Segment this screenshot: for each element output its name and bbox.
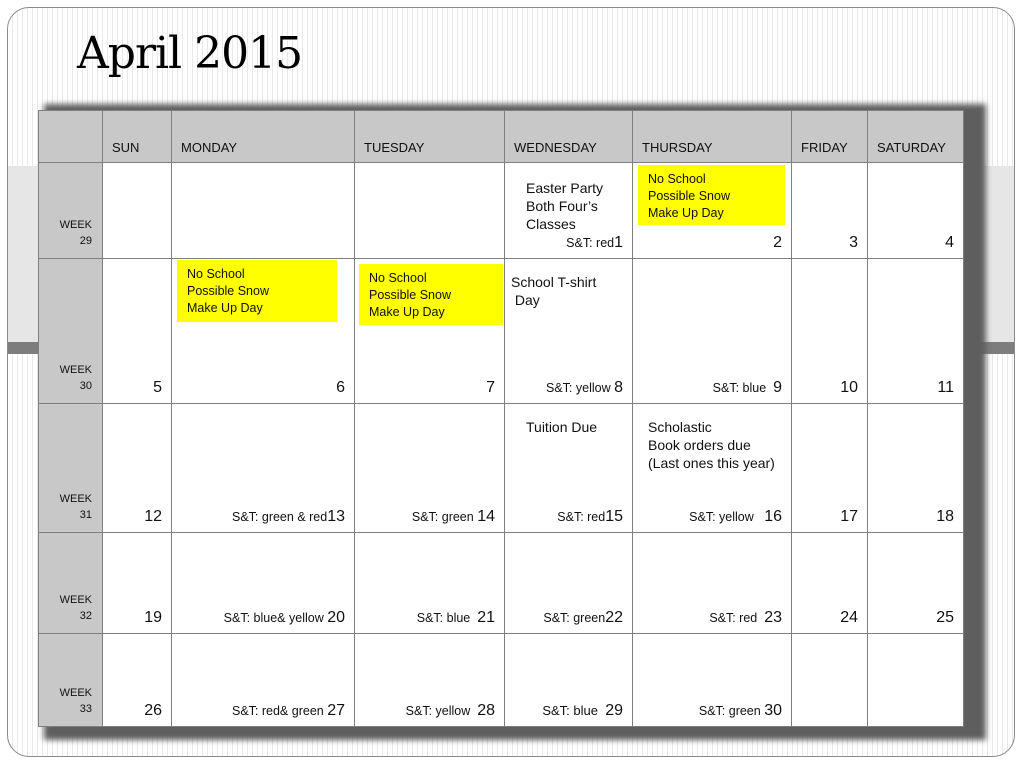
calendar-title: April 2015 <box>77 28 303 79</box>
no-school-highlight: No School Possible Snow Make Up Day <box>638 165 785 225</box>
day-cell[interactable] <box>172 163 355 259</box>
week-row <box>39 404 964 533</box>
day-cell[interactable] <box>868 634 964 727</box>
day-number: S&T: yellow 8 <box>546 379 623 396</box>
day-cell[interactable] <box>505 163 633 259</box>
tuition-note: Tuition Due <box>526 419 598 435</box>
day-cell[interactable] <box>103 259 172 404</box>
day-number: S&T: red15 <box>557 508 623 525</box>
day-cell[interactable] <box>633 634 792 727</box>
day-cell[interactable] <box>172 404 355 533</box>
day-cell[interactable] <box>505 259 633 404</box>
day-number: S&T: blue& yellow 20 <box>223 609 345 626</box>
day-cell[interactable] <box>172 634 355 727</box>
day-number: 5 <box>153 379 162 396</box>
week-label: WEEK 33 <box>59 687 92 715</box>
day-cell[interactable] <box>633 163 792 259</box>
day-cell[interactable] <box>868 163 964 259</box>
header-tuesday: TUESDAY <box>355 111 505 163</box>
day-cell[interactable] <box>355 533 505 634</box>
header-friday: FRIDAY <box>792 111 868 163</box>
day-number: 24 <box>840 609 858 626</box>
week-label: WEEK 32 <box>59 594 92 622</box>
day-cell[interactable] <box>355 163 505 259</box>
day-cell[interactable] <box>505 533 633 634</box>
day-cell[interactable] <box>633 533 792 634</box>
day-cell[interactable] <box>868 404 964 533</box>
day-cell[interactable] <box>633 259 792 404</box>
day-number: S&T: blue 21 <box>416 609 495 626</box>
day-cell[interactable] <box>792 634 868 727</box>
day-cell[interactable] <box>103 634 172 727</box>
header-row <box>39 111 964 163</box>
day-number: S&T: yellow 28 <box>405 702 495 719</box>
day-number: 26 <box>144 702 162 719</box>
header-sun: SUN <box>103 111 172 163</box>
day-cell[interactable] <box>355 259 505 404</box>
header-monday: MONDAY <box>172 111 355 163</box>
day-number: 18 <box>936 508 954 525</box>
week-row <box>39 163 964 259</box>
day-cell[interactable] <box>172 259 355 404</box>
week-label-cell <box>39 163 103 259</box>
day-number: 10 <box>840 379 858 396</box>
day-number: 11 <box>937 379 954 396</box>
week-label-cell <box>39 533 103 634</box>
day-number: S&T: red1 <box>566 234 623 251</box>
calendar-table <box>38 110 964 727</box>
no-school-highlight: No School Possible Snow Make Up Day <box>359 264 503 325</box>
day-cell[interactable] <box>505 404 633 533</box>
header-week <box>39 111 103 163</box>
header-thursday: THURSDAY <box>633 111 792 163</box>
day-number: S&T: blue 29 <box>542 702 623 719</box>
day-cell[interactable] <box>103 404 172 533</box>
day-cell[interactable] <box>172 533 355 634</box>
day-number: S&T: red 23 <box>709 609 782 626</box>
day-number: S&T: green 30 <box>698 702 782 719</box>
day-number: 25 <box>936 609 954 626</box>
day-cell[interactable] <box>868 259 964 404</box>
no-school-highlight: No School Possible Snow Make Up Day <box>177 260 337 322</box>
day-number: 7 <box>486 379 495 396</box>
header-wednesday: WEDNESDAY <box>505 111 633 163</box>
day-number: 3 <box>849 234 858 251</box>
day-number: S&T: blue 9 <box>712 379 782 396</box>
week-label: WEEK 30 <box>59 364 92 392</box>
week-row <box>39 533 964 634</box>
day-cell[interactable] <box>103 163 172 259</box>
day-cell[interactable] <box>505 634 633 727</box>
day-number: S&T: green22 <box>543 609 623 626</box>
header-saturday: SATURDAY <box>868 111 964 163</box>
day-cell[interactable] <box>868 533 964 634</box>
easter-note: Easter Party Both Four’s Classes <box>526 180 604 232</box>
day-number: S&T: green 14 <box>411 508 495 525</box>
scholastic-note: Scholastic Book orders due (Last ones this year) <box>648 419 775 471</box>
day-cell[interactable] <box>355 404 505 533</box>
day-number: S&T: yellow 16 <box>689 508 782 525</box>
day-number: 4 <box>945 234 954 251</box>
day-number: 17 <box>840 508 858 525</box>
day-cell[interactable] <box>792 533 868 634</box>
day-number: 6 <box>336 379 345 396</box>
tshirt-note: School T-shirt Day <box>511 274 597 308</box>
day-number: 12 <box>144 508 162 525</box>
day-cell[interactable] <box>792 259 868 404</box>
day-number: 2 <box>773 234 782 251</box>
week-row <box>39 634 964 727</box>
day-cell[interactable] <box>103 533 172 634</box>
week-label-cell <box>39 259 103 404</box>
day-number: 19 <box>144 609 162 626</box>
week-label: WEEK 31 <box>59 493 92 521</box>
day-cell[interactable] <box>792 404 868 533</box>
week-label-cell <box>39 404 103 533</box>
day-number: S&T: green & red13 <box>232 508 345 525</box>
week-label-cell <box>39 634 103 727</box>
day-cell[interactable] <box>792 163 868 259</box>
day-number: S&T: red& green 27 <box>232 702 345 719</box>
day-cell[interactable] <box>633 404 792 533</box>
week-label: WEEK 29 <box>59 219 92 247</box>
day-cell[interactable] <box>355 634 505 727</box>
week-row <box>39 259 964 404</box>
